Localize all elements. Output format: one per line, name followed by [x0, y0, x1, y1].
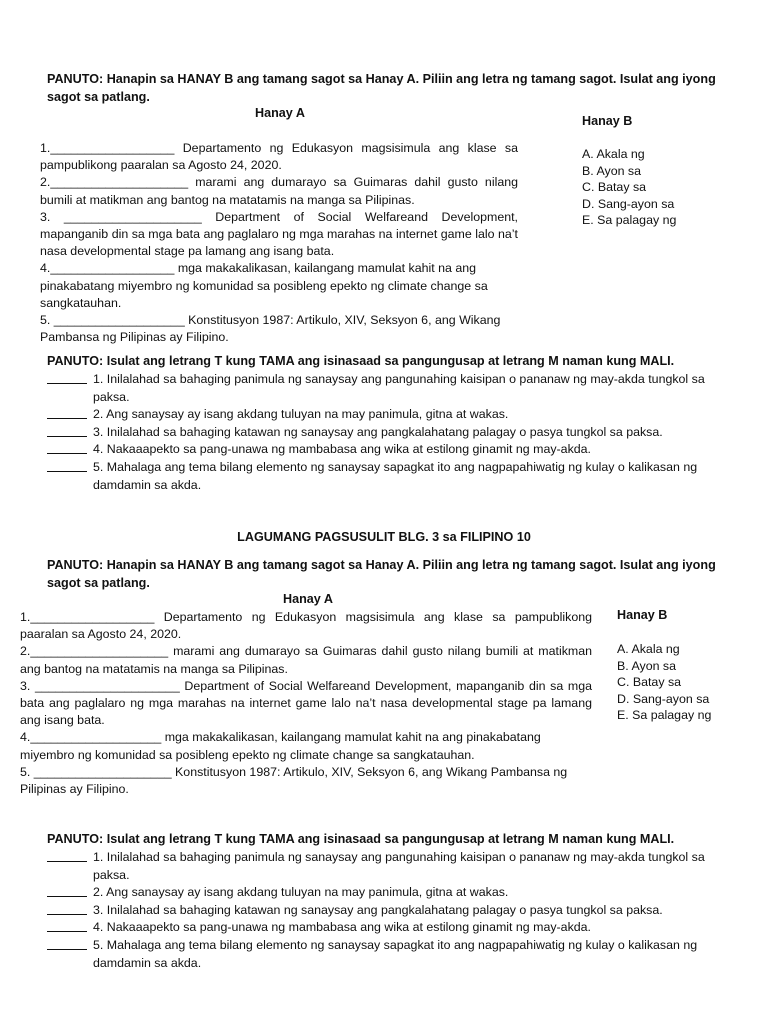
choice-b: B. Ayon sa [617, 658, 677, 673]
instruction-matching-1: PANUTO: Hanapin sa HANAY B ang tamang sagot sa Hanay A. Piliin ang letra ng tamang sagot. Isulat ang iyong sagot sa patlang. [47, 72, 716, 104]
hanay-a-label-1: Hanay A [255, 106, 305, 120]
tf-item: 5. Mahalaga ang tema bilang elemento ng sanaysay sapagkat ito ang nagpapahiwatig ng kulay o kalikasan ng damdamin sa akda. [47, 937, 725, 972]
tf-item: 1. Inilalahad sa bahaging panimula ng sanaysay ang pangunahing kaisipan o pananaw ng may-akda tungkol sa paksa. [47, 371, 725, 406]
true-false-list-1 [47, 371, 725, 494]
answer-blank[interactable] [47, 424, 87, 437]
matching-item-5: 5. ____________________ Konstitusyon 1987: Artikulo, XIV, Seksyon 6, ang Wikang Pambansa ng Pilipinas ay Filipino. [20, 764, 568, 797]
choice-c: C. Batay sa [582, 180, 647, 195]
choice-e: E. Sa palagay ng [617, 708, 712, 723]
choice-d: D. Sang-ayon sa [617, 691, 710, 706]
matching-item-1: 1.__________________ Departamento ng Edukasyon magsisimula ang klase sa pampublikong paaralan sa Agosto 24, 2020. [20, 610, 592, 642]
matching-item-1: 1.__________________ Departamento ng Edukasyon magsisimula ang klase sa pampublikong paaralan sa Agosto 24, 2020. [40, 141, 518, 173]
hanay-a-list-2 [20, 609, 592, 798]
matching-item-4: 4.__________________ mga makakalikasan, kailangang mamulat kahit na ang pinakabatang miyembro ng komunidad sa posibleng epekto ng climate change sa sangkatauhan. [40, 261, 488, 310]
tf-item: 1. Inilalahad sa bahaging panimula ng sanaysay ang pangunahing kaisipan o pananaw ng may-akda tungkol sa paksa. [47, 849, 725, 884]
choice-c: C. Batay sa [617, 675, 682, 690]
matching-item-5: 5. ___________________ Konstitusyon 1987: Artikulo, XIV, Seksyon 6, ang Wikang Pambansa ng Pilipinas ay Filipino. [40, 313, 501, 345]
matching-item-3: 3. ____________________ Department of Social Welfareand Development, mapanganib din sa mga bata ang paglalaro ng mga marahas na internet game lalo na’t nasa developmental stage pa lamang ang isang bata. [40, 209, 518, 259]
hanay-a-label-2: Hanay A [283, 592, 333, 606]
choice-b: B. Ayon sa [582, 163, 642, 178]
choice-e: E. Sa palagay ng [582, 213, 677, 228]
answer-blank[interactable] [47, 371, 87, 384]
quiz-title: LAGUMANG PAGSUSULIT BLG. 3 sa FILIPINO 10 [237, 530, 531, 544]
matching-item-2: 2.____________________ marami ang dumarayo sa Guimaras dahil gusto nilang bumili at matikman ang bantog na matatamis na manga sa Pilipinas. [40, 175, 518, 207]
instruction-true-false-1: PANUTO: Isulat ang letrang T kung TAMA ang isinasaad sa pangungusap at letrang M naman kung MALI. [47, 354, 675, 368]
answer-blank[interactable] [47, 459, 87, 472]
tf-item: 2. Ang sanaysay ay isang akdang tuluyan na may panimula, gitna at wakas. [47, 884, 725, 902]
choice-a: A. Akala ng [582, 147, 645, 161]
tf-item: 3. Inilalahad sa bahaging katawan ng sanaysay ang pangkalahatang palagay o pasya tungkol sa paksa. [47, 902, 725, 920]
matching-item-2: 2.____________________ marami ang dumarayo sa Guimaras dahil gusto nilang bumili at matikman ang bantog na matatamis na manga sa Pilipinas. [20, 644, 592, 676]
answer-blank[interactable] [47, 849, 87, 862]
hanay-b-list-1 [582, 146, 676, 229]
answer-blank[interactable] [47, 884, 87, 897]
tf-item: 2. Ang sanaysay ay isang akdang tuluyan na may panimula, gitna at wakas. [47, 406, 725, 424]
choice-a: A. Akala ng [617, 642, 680, 656]
tf-item: 3. Inilalahad sa bahaging katawan ng sanaysay ang pangkalahatang palagay o pasya tungkol sa paksa. [47, 424, 725, 442]
answer-blank[interactable] [47, 406, 87, 419]
answer-blank[interactable] [47, 919, 87, 932]
instruction-true-false-2: PANUTO: Isulat ang letrang T kung TAMA ang isinasaad sa pangungusap at letrang M naman kung MALI. [47, 832, 675, 846]
answer-blank[interactable] [47, 441, 87, 454]
instruction-matching-2: PANUTO: Hanapin sa HANAY B ang tamang sagot sa Hanay A. Piliin ang letra ng tamang sagot. Isulat ang iyong sagot sa patlang. [47, 558, 716, 590]
hanay-b-label-1: Hanay B [582, 114, 633, 128]
hanay-a-list-1 [40, 140, 518, 346]
matching-item-3: 3. _____________________ Department of Social Welfareand Development, mapanganib din sa mga bata ang paglalaro ng mga marahas na internet game lalo na’t nasa developmental stage pa lamang ang isang bata. [20, 678, 592, 728]
answer-blank[interactable] [47, 902, 87, 915]
hanay-b-list-2 [617, 641, 711, 724]
choice-d: D. Sang-ayon sa [582, 196, 675, 211]
tf-item: 4. Nakaaapekto sa pang-unawa ng mambabasa ang wika at estilong ginamit ng may-akda. [47, 919, 725, 937]
matching-item-4: 4.___________________ mga makakalikasan, kailangang mamulat kahit na ang pinakabatang miyembro ng komunidad sa posibleng epekto ng climate change sa sangkatauhan. [20, 730, 541, 762]
true-false-list-2 [47, 849, 725, 972]
hanay-b-label-2: Hanay B [617, 608, 668, 622]
tf-item: 5. Mahalaga ang tema bilang elemento ng sanaysay sapagkat ito ang nagpapahiwatig ng kulay o kalikasan ng damdamin sa akda. [47, 459, 725, 494]
answer-blank[interactable] [47, 937, 87, 950]
tf-item: 4. Nakaaapekto sa pang-unawa ng mambabasa ang wika at estilong ginamit ng may-akda. [47, 441, 725, 459]
